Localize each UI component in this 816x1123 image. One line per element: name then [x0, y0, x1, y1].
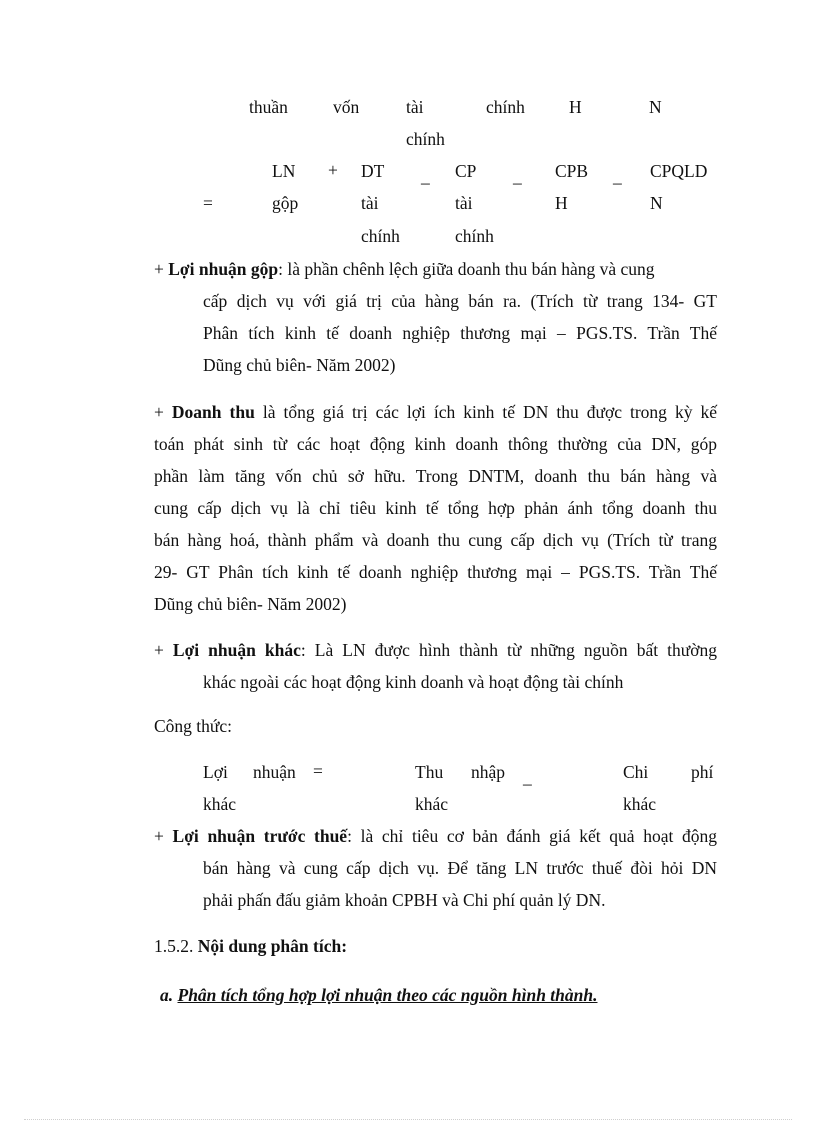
formula2-chi: Chi	[623, 762, 649, 782]
section-heading: 1.5.2. Nội dung phân tích:	[154, 936, 348, 956]
formula-minus-sign-1: _	[421, 166, 430, 186]
formula-top-word-6: N	[649, 97, 662, 117]
term-revenue: Doanh thu	[171, 402, 255, 422]
formula-top-word-7: chính	[406, 129, 445, 149]
formula2-thu: Thu	[415, 762, 444, 782]
formula-top-word-2: vốn	[333, 97, 360, 117]
term-other-profit: Lợi nhuận khác	[172, 640, 301, 660]
formula2-khac-2: khác	[415, 794, 449, 814]
paragraph-other-profit-body: khác ngoài các hoạt động kinh doanh và hoạt động tài chính	[203, 672, 624, 692]
paragraph-revenue: + Doanh thu là tổng giá trị các lợi ích kinh tế DN thu được trong kỳ kế toán phát sinh từ các hoạt động kinh doanh thông thường của DN, góp phần làm tăng vốn chủ sở hữu. Trong DNTM, doanh thu bán hàng và cung cấp dịch vụ là chỉ tiêu kinh tế tổng hợp phản ánh tổng doanh thu bán hàng hoá, thành phẩm và doanh thu cung cấp dịch vụ (Trích từ trang 29- GT Phân tích kinh tế doanh nghiệp thương mại – PGS.TS. Trần Thế Dũng chủ biên- Năm 2002)	[154, 402, 717, 614]
formula-minus-sign-2: _	[513, 166, 522, 186]
term-gross-profit: Lợi nhuận gộp	[168, 259, 279, 279]
term-pretax-profit: Lợi nhuận trước thuế	[172, 826, 348, 846]
formula2-khac-1: khác	[203, 794, 237, 814]
formula2-khac-3: khác	[623, 794, 657, 814]
formula-top-word-1: thuần	[249, 97, 288, 117]
formula-top-word-4: chính	[486, 97, 525, 117]
formula2-equals: =	[313, 761, 323, 781]
formula2-phi: phí	[691, 762, 714, 782]
formula-equals-sign: =	[203, 193, 213, 213]
formula2-loi: Lợi	[203, 762, 228, 782]
paragraph-other-profit-line1: + Lợi nhuận khác: Là LN được hình thành từ những nguồn bất thường	[154, 640, 717, 660]
formula-cpb-label: CPB	[555, 161, 589, 181]
formula-tai-label-2: tài	[455, 193, 473, 213]
paragraph-gross-profit-body: cấp dịch vụ với giá trị của hàng bán ra. (Trích từ trang 134- GT Phân tích kinh tế doanh nghiệp thương mại – PGS.TS. Trần Thế Dũng chủ biên- Năm 2002)	[203, 291, 717, 375]
formula-top-word-5: H	[569, 97, 582, 117]
formula-chinh-label-2: chính	[455, 226, 494, 246]
formula2-minus: _	[523, 767, 532, 787]
paragraph-pretax-profit-body: bán hàng và cung cấp dịch vụ. Để tăng LN trước thuế đòi hỏi DN phải phấn đấu giảm khoản CPBH và Chi phí quản lý DN.	[203, 858, 717, 910]
formula-chinh-label-1: chính	[361, 226, 400, 246]
formula-cp-label: CP	[455, 161, 477, 181]
page-bottom-border	[24, 1119, 792, 1120]
formula-minus-sign-3: _	[613, 166, 622, 186]
paragraph-gross-profit-line1: + Lợi nhuận gộp: là phần chênh lệch giữa doanh thu bán hàng và cung	[154, 259, 655, 279]
paragraph-pretax-profit-line1: + Lợi nhuận trước thuế: là chỉ tiêu cơ bản đánh giá kết quả hoạt động	[154, 826, 717, 846]
formula-n-label: N	[650, 193, 663, 213]
formula-top-word-3: tài	[406, 97, 424, 117]
formula-caption: Công thức:	[154, 716, 233, 736]
formula-gop-label: gộp	[272, 193, 299, 213]
formula-h-label: H	[555, 193, 568, 213]
formula-cpqld-label: CPQLD	[650, 161, 708, 181]
formula-dt-label: DT	[361, 161, 385, 181]
formula-tai-label-1: tài	[361, 193, 379, 213]
formula-ln-label: LN	[272, 161, 296, 181]
formula2-nhap: nhập	[471, 762, 506, 782]
subheading-a: a. Phân tích tổng hợp lợi nhuận theo các nguồn hình thành.	[160, 985, 598, 1005]
formula-plus-sign: +	[328, 160, 338, 180]
formula2-nhuan: nhuận	[253, 762, 296, 782]
